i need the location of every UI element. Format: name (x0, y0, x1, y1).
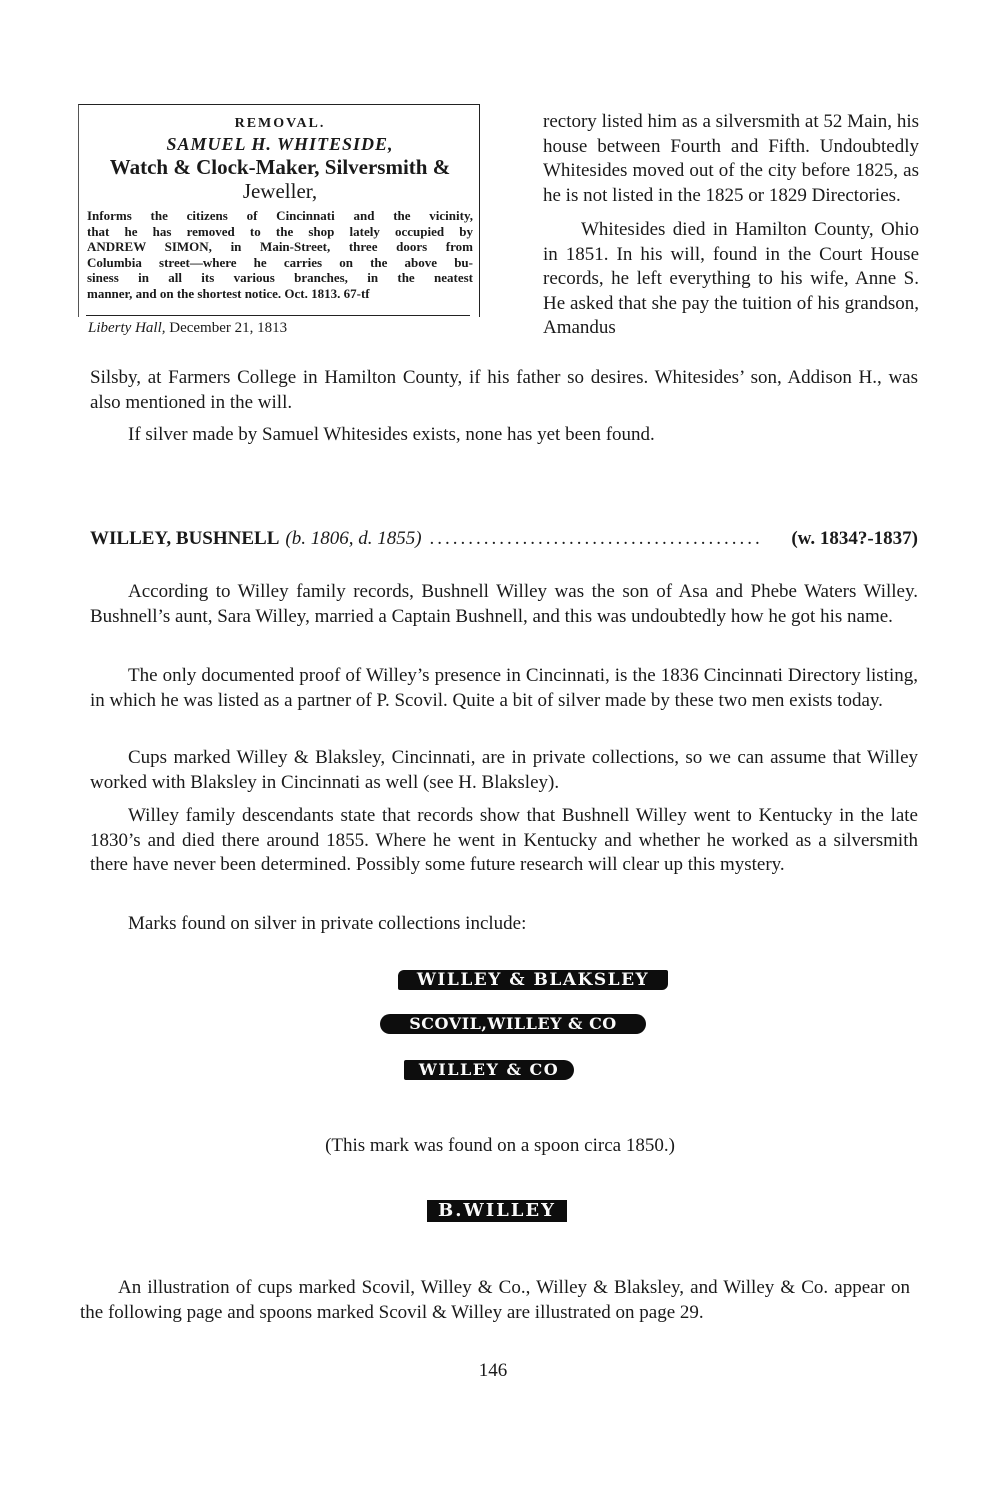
hallmark-willey-blaksley: WILLEY & BLAKSLEY (398, 970, 668, 990)
paragraph: Marks found on silver in private collections include: (128, 913, 527, 934)
paragraph: The only documented proof of Willey’s presence in Cincinnati, is the 1836 Cincinnati Directory listing, in which he was listed as a partner of P. Scovil. Quite a bit of silver made by these two men exists today. (90, 665, 918, 711)
entry-working-dates: (w. 1834?-1837) (791, 528, 918, 549)
ad-body-line: siness in all its various branches, in the neatest (87, 270, 473, 285)
hallmark-b-willey: B.WILLEY (427, 1200, 567, 1222)
ad-heading: REMOVAL. (234, 116, 326, 131)
ad-caption (88, 318, 287, 338)
entry-heading (90, 528, 918, 554)
right-column (543, 110, 919, 341)
ad-body (87, 208, 473, 301)
ad-name: SAMUEL H. WHITESIDE, (166, 134, 394, 154)
page-number: 146 (478, 1360, 508, 1381)
entry-name: WILLEY, BUSHNELL (90, 528, 280, 549)
paragraph-continuation: Silsby, at Farmers College in Hamilton County, if his father so desires. Whitesides’ son, Addison H., was also mentioned in the will. (90, 367, 918, 413)
ad-trade-line2: Jeweller, (242, 179, 318, 203)
paragraph: Willey family descendants state that records show that Bushnell Willey went to Kentucky in the late 1830’s and died there around 1855. Where he went in Kentucky and whether he worked as a silversmith there have never been determined. Possibly some future research will clear up this mystery. (90, 805, 918, 875)
paragraph: Whitesides died in Hamilton County, Ohio in 1851. In his will, found in the Court House records, he left everything to his wife, Anne S. He asked that she pay the tuition of his grandson, Amandus (543, 219, 919, 338)
paragraph: An illustration of cups marked Scovil, Willey & Co., Willey & Blaksley, and Willey & Co. appear on the following page and spoons marked Scovil & Willey are illustrated on page 29. (80, 1277, 910, 1323)
ad-body-line: Informs the citizens of Cincinnati and the vicinity, (87, 208, 473, 223)
ad-body-line: ANDREW SIMON, in Main-Street, three doors from (87, 239, 473, 254)
caption-source: Liberty Hall, (88, 320, 166, 336)
paragraph: Cups marked Willey & Blaksley, Cincinnati, are in private collections, so we can assume that Willey worked with Blaksley in Cincinnati as well (see H. Blaksley). (90, 747, 918, 793)
entry-leader-dots: ........................................... (429, 528, 763, 549)
ad-body-line: Columbia street—where he carries on the above bu- (87, 254, 473, 270)
ad-bottom-rule (86, 315, 470, 316)
paragraph: According to Willey family records, Bushnell Willey was the son of Asa and Phebe Waters Willey. Bushnell’s aunt, Sara Willey, married a Captain Bushnell, and this was undoubtedly how he got his name. (90, 581, 918, 627)
paragraph: If silver made by Samuel Whitesides exists, none has yet been found. (128, 424, 655, 445)
caption-date: December 21, 1813 (165, 320, 288, 336)
removal-advertisement (78, 104, 480, 317)
ad-trade-line1: Watch & Clock-Maker, Silversmith & (109, 155, 451, 179)
hallmark-scovil-willey-co: SCOVIL,WILLEY & CO (380, 1014, 646, 1034)
ad-body-line: manner, and on the shortest notice. Oct. 1813. 67-tf (87, 285, 370, 301)
paragraph: rectory listed him as a silversmith at 52 Main, his house between Fourth and Fifth. Undoubtedly Whitesides moved out of the city before 1825, as he is not listed in the 1825 or 1829 Directories. (543, 111, 919, 206)
entry-dates: (b. 1806, d. 1855) (285, 528, 422, 549)
hallmark-willey-co: WILLEY & CO (404, 1060, 574, 1080)
mark-note: (This mark was found on a spoon circa 1850.) (325, 1135, 675, 1156)
ad-body-line: that he has removed to the shop lately occupied by (87, 223, 473, 239)
